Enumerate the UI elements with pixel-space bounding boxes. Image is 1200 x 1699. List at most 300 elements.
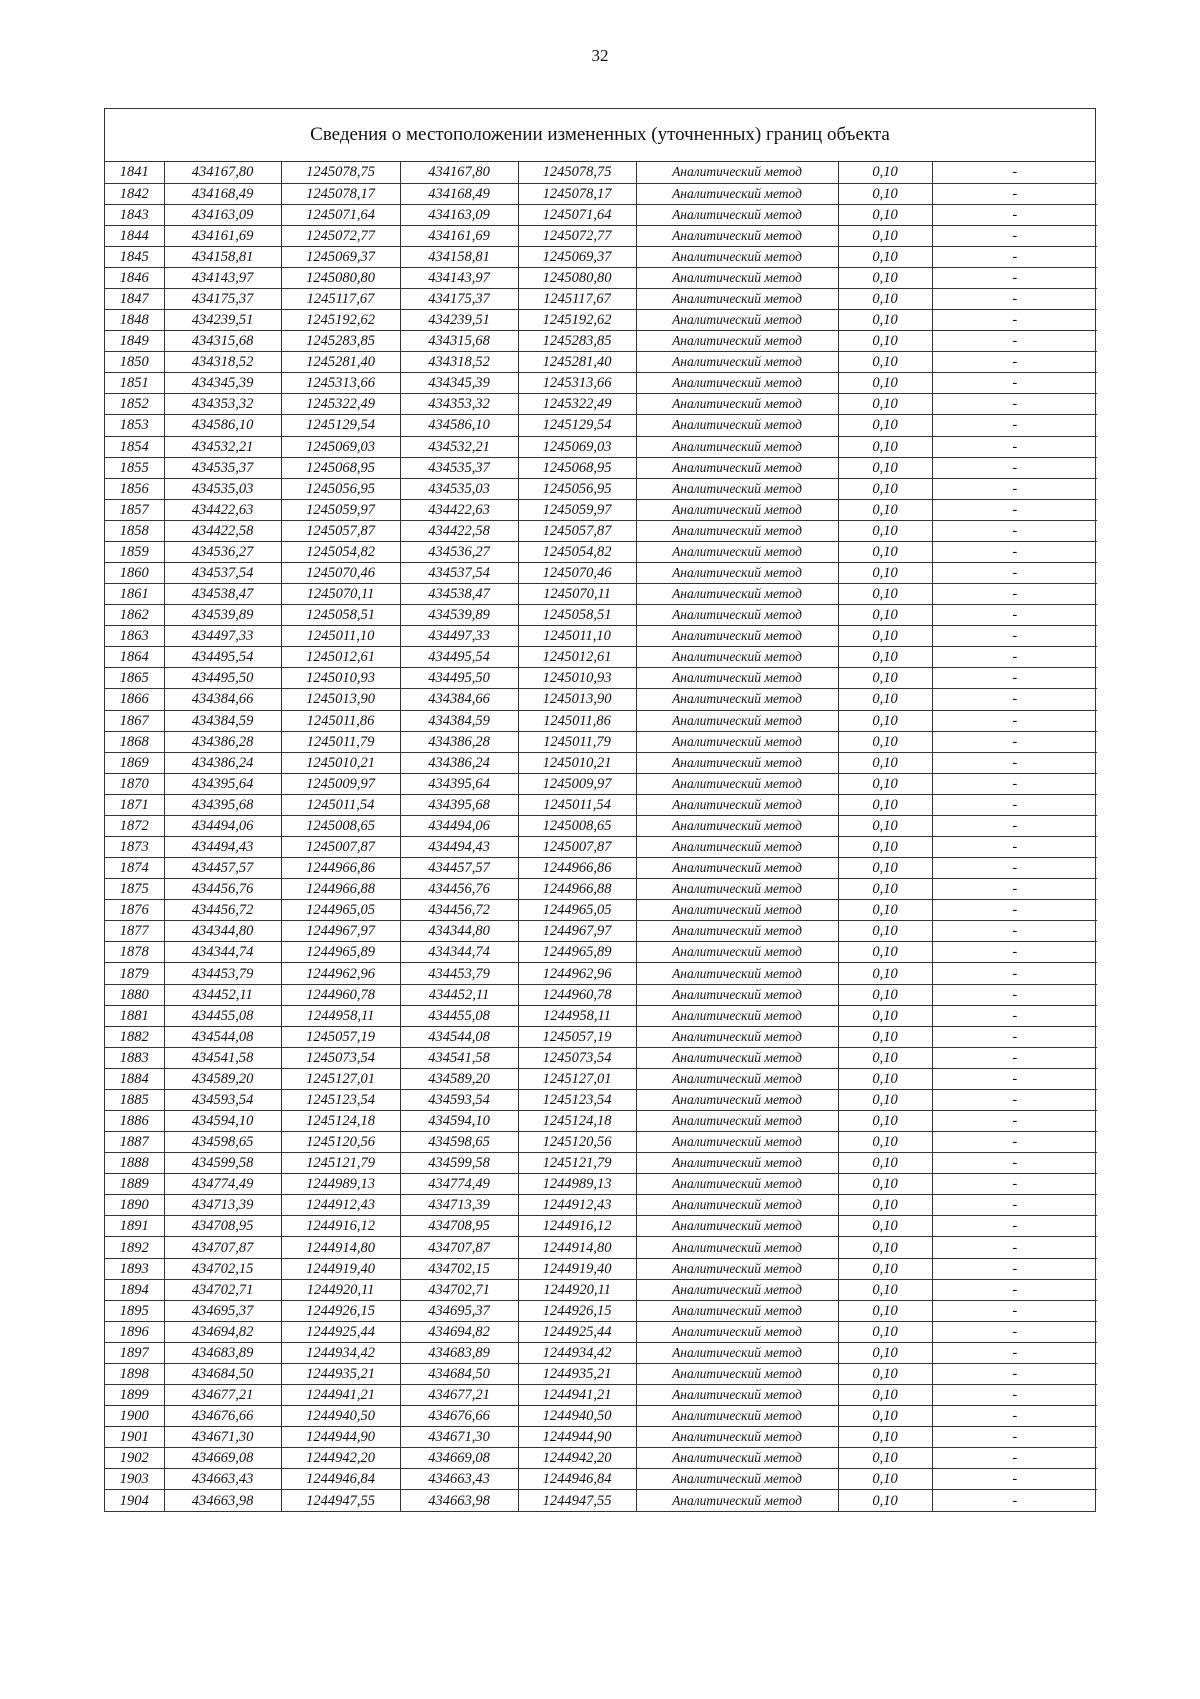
point-number-cell: 1860 xyxy=(105,562,164,583)
y-new-cell: 1245073,54 xyxy=(518,1047,636,1068)
method-cell: Аналитический метод xyxy=(636,605,838,626)
page-number: 32 xyxy=(591,46,609,65)
x-new-cell: 434671,30 xyxy=(400,1427,518,1448)
point-number-cell: 1842 xyxy=(105,183,164,204)
x-existing-cell: 434663,43 xyxy=(164,1469,281,1490)
x-existing-cell: 434536,27 xyxy=(164,541,281,562)
table-row xyxy=(105,1385,1097,1406)
y-new-cell: 1245281,40 xyxy=(518,352,636,373)
method-cell: Аналитический метод xyxy=(636,204,838,225)
y-existing-cell: 1245313,66 xyxy=(281,373,400,394)
precision-cell: 0,10 xyxy=(838,1005,932,1026)
description-cell: - xyxy=(932,773,1097,794)
table-row xyxy=(105,815,1097,836)
y-new-cell: 1244947,55 xyxy=(518,1490,636,1511)
table-row xyxy=(105,900,1097,921)
x-existing-cell: 434315,68 xyxy=(164,331,281,352)
method-cell: Аналитический метод xyxy=(636,1300,838,1321)
precision-cell: 0,10 xyxy=(838,499,932,520)
description-cell: - xyxy=(932,731,1097,752)
x-existing-cell: 434544,08 xyxy=(164,1026,281,1047)
y-new-cell: 1244920,11 xyxy=(518,1279,636,1300)
description-cell: - xyxy=(932,457,1097,478)
x-existing-cell: 434708,95 xyxy=(164,1216,281,1237)
y-existing-cell: 1245010,21 xyxy=(281,752,400,773)
table-row xyxy=(105,225,1097,246)
precision-cell: 0,10 xyxy=(838,647,932,668)
x-existing-cell: 434586,10 xyxy=(164,415,281,436)
table-row xyxy=(105,689,1097,710)
y-new-cell: 1244919,40 xyxy=(518,1258,636,1279)
point-number-cell: 1870 xyxy=(105,773,164,794)
y-new-cell: 1245057,19 xyxy=(518,1026,636,1047)
point-number-cell: 1872 xyxy=(105,815,164,836)
x-new-cell: 434143,97 xyxy=(400,267,518,288)
y-new-cell: 1245129,54 xyxy=(518,415,636,436)
table-row xyxy=(105,1132,1097,1153)
table-row xyxy=(105,373,1097,394)
method-cell: Аналитический метод xyxy=(636,457,838,478)
method-cell: Аналитический метод xyxy=(636,225,838,246)
x-new-cell: 434535,37 xyxy=(400,457,518,478)
x-new-cell: 434536,27 xyxy=(400,541,518,562)
y-new-cell: 1244935,21 xyxy=(518,1363,636,1384)
precision-cell: 0,10 xyxy=(838,1216,932,1237)
point-number-cell: 1885 xyxy=(105,1089,164,1110)
y-new-cell: 1245008,65 xyxy=(518,815,636,836)
description-cell: - xyxy=(932,921,1097,942)
table-row xyxy=(105,1111,1097,1132)
description-cell: - xyxy=(932,1153,1097,1174)
method-cell: Аналитический метод xyxy=(636,1258,838,1279)
x-new-cell: 434384,66 xyxy=(400,689,518,710)
method-cell: Аналитический метод xyxy=(636,647,838,668)
description-cell: - xyxy=(932,605,1097,626)
table-row xyxy=(105,1174,1097,1195)
description-cell: - xyxy=(932,520,1097,541)
description-cell: - xyxy=(932,794,1097,815)
x-existing-cell: 434456,76 xyxy=(164,879,281,900)
y-existing-cell: 1245121,79 xyxy=(281,1153,400,1174)
method-cell: Аналитический метод xyxy=(636,668,838,689)
precision-cell: 0,10 xyxy=(838,457,932,478)
point-number-cell: 1890 xyxy=(105,1195,164,1216)
precision-cell: 0,10 xyxy=(838,1342,932,1363)
description-cell: - xyxy=(932,1448,1097,1469)
x-new-cell: 434694,82 xyxy=(400,1321,518,1342)
y-new-cell: 1244965,05 xyxy=(518,900,636,921)
description-cell: - xyxy=(932,1363,1097,1384)
y-new-cell: 1245012,61 xyxy=(518,647,636,668)
point-number-cell: 1861 xyxy=(105,584,164,605)
y-new-cell: 1245127,01 xyxy=(518,1068,636,1089)
description-cell: - xyxy=(932,1216,1097,1237)
x-existing-cell: 434539,89 xyxy=(164,605,281,626)
y-existing-cell: 1245057,87 xyxy=(281,520,400,541)
y-new-cell: 1245056,95 xyxy=(518,478,636,499)
x-new-cell: 434702,71 xyxy=(400,1279,518,1300)
x-existing-cell: 434452,11 xyxy=(164,984,281,1005)
x-existing-cell: 434589,20 xyxy=(164,1068,281,1089)
y-new-cell: 1245070,46 xyxy=(518,562,636,583)
x-existing-cell: 434669,08 xyxy=(164,1448,281,1469)
description-cell: - xyxy=(932,541,1097,562)
point-number-cell: 1846 xyxy=(105,267,164,288)
y-existing-cell: 1244919,40 xyxy=(281,1258,400,1279)
precision-cell: 0,10 xyxy=(838,794,932,815)
table-row xyxy=(105,942,1097,963)
point-number-cell: 1896 xyxy=(105,1321,164,1342)
precision-cell: 0,10 xyxy=(838,1089,932,1110)
x-new-cell: 434452,11 xyxy=(400,984,518,1005)
point-number-cell: 1887 xyxy=(105,1132,164,1153)
description-cell: - xyxy=(932,1237,1097,1258)
description-cell: - xyxy=(932,288,1097,309)
x-new-cell: 434537,54 xyxy=(400,562,518,583)
precision-cell: 0,10 xyxy=(838,879,932,900)
y-new-cell: 1245070,11 xyxy=(518,584,636,605)
y-existing-cell: 1244942,20 xyxy=(281,1448,400,1469)
x-new-cell: 434395,68 xyxy=(400,794,518,815)
x-new-cell: 434168,49 xyxy=(400,183,518,204)
x-new-cell: 434532,21 xyxy=(400,436,518,457)
y-existing-cell: 1245070,11 xyxy=(281,584,400,605)
precision-cell: 0,10 xyxy=(838,1363,932,1384)
y-new-cell: 1245078,17 xyxy=(518,183,636,204)
y-new-cell: 1244914,80 xyxy=(518,1237,636,1258)
method-cell: Аналитический метод xyxy=(636,1406,838,1427)
point-number-cell: 1902 xyxy=(105,1448,164,1469)
precision-cell: 0,10 xyxy=(838,710,932,731)
y-existing-cell: 1245011,86 xyxy=(281,710,400,731)
y-existing-cell: 1245192,62 xyxy=(281,310,400,331)
point-number-cell: 1853 xyxy=(105,415,164,436)
point-number-cell: 1844 xyxy=(105,225,164,246)
method-cell: Аналитический метод xyxy=(636,352,838,373)
y-existing-cell: 1244944,90 xyxy=(281,1427,400,1448)
x-new-cell: 434713,39 xyxy=(400,1195,518,1216)
precision-cell: 0,10 xyxy=(838,1385,932,1406)
y-new-cell: 1245013,90 xyxy=(518,689,636,710)
x-new-cell: 434163,09 xyxy=(400,204,518,225)
description-cell: - xyxy=(932,310,1097,331)
table-row xyxy=(105,647,1097,668)
precision-cell: 0,10 xyxy=(838,310,932,331)
point-number-cell: 1884 xyxy=(105,1068,164,1089)
x-new-cell: 434239,51 xyxy=(400,310,518,331)
precision-cell: 0,10 xyxy=(838,626,932,647)
table-row xyxy=(105,1237,1097,1258)
table-row xyxy=(105,183,1097,204)
point-number-cell: 1858 xyxy=(105,520,164,541)
description-cell: - xyxy=(932,984,1097,1005)
x-existing-cell: 434239,51 xyxy=(164,310,281,331)
point-number-cell: 1876 xyxy=(105,900,164,921)
description-cell: - xyxy=(932,1026,1097,1047)
table-row xyxy=(105,837,1097,858)
precision-cell: 0,10 xyxy=(838,605,932,626)
description-cell: - xyxy=(932,858,1097,879)
method-cell: Аналитический метод xyxy=(636,921,838,942)
y-new-cell: 1244946,84 xyxy=(518,1469,636,1490)
x-existing-cell: 434143,97 xyxy=(164,267,281,288)
table-row xyxy=(105,162,1097,183)
y-new-cell: 1245010,21 xyxy=(518,752,636,773)
description-cell: - xyxy=(932,204,1097,225)
y-existing-cell: 1244966,86 xyxy=(281,858,400,879)
method-cell: Аналитический метод xyxy=(636,963,838,984)
x-new-cell: 434774,49 xyxy=(400,1174,518,1195)
description-cell: - xyxy=(932,331,1097,352)
table-row xyxy=(105,1321,1097,1342)
point-number-cell: 1891 xyxy=(105,1216,164,1237)
precision-cell: 0,10 xyxy=(838,858,932,879)
description-cell: - xyxy=(932,394,1097,415)
point-number-cell: 1841 xyxy=(105,162,164,183)
y-new-cell: 1245009,97 xyxy=(518,773,636,794)
y-existing-cell: 1244960,78 xyxy=(281,984,400,1005)
description-cell: - xyxy=(932,183,1097,204)
point-number-cell: 1869 xyxy=(105,752,164,773)
method-cell: Аналитический метод xyxy=(636,562,838,583)
description-cell: - xyxy=(932,1490,1097,1511)
table-row xyxy=(105,963,1097,984)
point-number-cell: 1859 xyxy=(105,541,164,562)
method-cell: Аналитический метод xyxy=(636,246,838,267)
y-new-cell: 1245058,51 xyxy=(518,605,636,626)
y-new-cell: 1245011,79 xyxy=(518,731,636,752)
y-existing-cell: 1245056,95 xyxy=(281,478,400,499)
y-existing-cell: 1244965,89 xyxy=(281,942,400,963)
y-new-cell: 1244958,11 xyxy=(518,1005,636,1026)
x-new-cell: 434497,33 xyxy=(400,626,518,647)
x-new-cell: 434167,80 xyxy=(400,162,518,183)
x-new-cell: 434455,08 xyxy=(400,1005,518,1026)
y-new-cell: 1244944,90 xyxy=(518,1427,636,1448)
table-row xyxy=(105,858,1097,879)
table-row xyxy=(105,1005,1097,1026)
x-existing-cell: 434593,54 xyxy=(164,1089,281,1110)
y-new-cell: 1245007,87 xyxy=(518,837,636,858)
y-existing-cell: 1245078,75 xyxy=(281,162,400,183)
y-existing-cell: 1245009,97 xyxy=(281,773,400,794)
precision-cell: 0,10 xyxy=(838,183,932,204)
y-existing-cell: 1244914,80 xyxy=(281,1237,400,1258)
precision-cell: 0,10 xyxy=(838,204,932,225)
x-existing-cell: 434344,80 xyxy=(164,921,281,942)
description-cell: - xyxy=(932,1300,1097,1321)
method-cell: Аналитический метод xyxy=(636,879,838,900)
method-cell: Аналитический метод xyxy=(636,584,838,605)
precision-cell: 0,10 xyxy=(838,520,932,541)
method-cell: Аналитический метод xyxy=(636,310,838,331)
x-existing-cell: 434676,66 xyxy=(164,1406,281,1427)
x-new-cell: 434386,28 xyxy=(400,731,518,752)
x-new-cell: 434676,66 xyxy=(400,1406,518,1427)
point-number-cell: 1857 xyxy=(105,499,164,520)
precision-cell: 0,10 xyxy=(838,1026,932,1047)
x-new-cell: 434158,81 xyxy=(400,246,518,267)
point-number-cell: 1868 xyxy=(105,731,164,752)
x-new-cell: 434593,54 xyxy=(400,1089,518,1110)
method-cell: Аналитический метод xyxy=(636,478,838,499)
precision-cell: 0,10 xyxy=(838,837,932,858)
y-existing-cell: 1245008,65 xyxy=(281,815,400,836)
y-new-cell: 1245069,03 xyxy=(518,436,636,457)
x-new-cell: 434663,98 xyxy=(400,1490,518,1511)
precision-cell: 0,10 xyxy=(838,921,932,942)
precision-cell: 0,10 xyxy=(838,415,932,436)
y-existing-cell: 1244935,21 xyxy=(281,1363,400,1384)
description-cell: - xyxy=(932,1089,1097,1110)
y-existing-cell: 1244920,11 xyxy=(281,1279,400,1300)
y-new-cell: 1245283,85 xyxy=(518,331,636,352)
method-cell: Аналитический метод xyxy=(636,162,838,183)
precision-cell: 0,10 xyxy=(838,1279,932,1300)
table-row xyxy=(105,541,1097,562)
y-new-cell: 1245011,54 xyxy=(518,794,636,815)
point-number-cell: 1874 xyxy=(105,858,164,879)
x-existing-cell: 434707,87 xyxy=(164,1237,281,1258)
method-cell: Аналитический метод xyxy=(636,858,838,879)
x-existing-cell: 434702,15 xyxy=(164,1258,281,1279)
y-existing-cell: 1245072,77 xyxy=(281,225,400,246)
x-existing-cell: 434695,37 xyxy=(164,1300,281,1321)
description-cell: - xyxy=(932,689,1097,710)
precision-cell: 0,10 xyxy=(838,963,932,984)
method-cell: Аналитический метод xyxy=(636,1342,838,1363)
y-new-cell: 1245071,64 xyxy=(518,204,636,225)
description-cell: - xyxy=(932,1195,1097,1216)
table-row xyxy=(105,1300,1097,1321)
method-cell: Аналитический метод xyxy=(636,415,838,436)
y-new-cell: 1245011,10 xyxy=(518,626,636,647)
method-cell: Аналитический метод xyxy=(636,373,838,394)
y-new-cell: 1245010,93 xyxy=(518,668,636,689)
x-existing-cell: 434594,10 xyxy=(164,1111,281,1132)
x-new-cell: 434539,89 xyxy=(400,605,518,626)
table-row xyxy=(105,1363,1097,1384)
table-row xyxy=(105,394,1097,415)
y-existing-cell: 1244989,13 xyxy=(281,1174,400,1195)
table-row xyxy=(105,352,1097,373)
precision-cell: 0,10 xyxy=(838,541,932,562)
y-new-cell: 1245057,87 xyxy=(518,520,636,541)
point-number-cell: 1899 xyxy=(105,1385,164,1406)
method-cell: Аналитический метод xyxy=(636,1363,838,1384)
method-cell: Аналитический метод xyxy=(636,331,838,352)
precision-cell: 0,10 xyxy=(838,1490,932,1511)
x-new-cell: 434456,76 xyxy=(400,879,518,900)
y-new-cell: 1244940,50 xyxy=(518,1406,636,1427)
description-cell: - xyxy=(932,1385,1097,1406)
description-cell: - xyxy=(932,752,1097,773)
table-row xyxy=(105,288,1097,309)
precision-cell: 0,10 xyxy=(838,436,932,457)
precision-cell: 0,10 xyxy=(838,1448,932,1469)
y-new-cell: 1245117,67 xyxy=(518,288,636,309)
precision-cell: 0,10 xyxy=(838,288,932,309)
table-row xyxy=(105,1279,1097,1300)
y-new-cell: 1244942,20 xyxy=(518,1448,636,1469)
x-existing-cell: 434453,79 xyxy=(164,963,281,984)
table-row xyxy=(105,1089,1097,1110)
x-existing-cell: 434702,71 xyxy=(164,1279,281,1300)
table-row xyxy=(105,1068,1097,1089)
table-row xyxy=(105,204,1097,225)
table-row xyxy=(105,1448,1097,1469)
precision-cell: 0,10 xyxy=(838,246,932,267)
x-new-cell: 434453,79 xyxy=(400,963,518,984)
y-new-cell: 1244967,97 xyxy=(518,921,636,942)
x-existing-cell: 434537,54 xyxy=(164,562,281,583)
description-cell: - xyxy=(932,837,1097,858)
y-new-cell: 1244926,15 xyxy=(518,1300,636,1321)
method-cell: Аналитический метод xyxy=(636,183,838,204)
y-new-cell: 1244965,89 xyxy=(518,942,636,963)
y-new-cell: 1245078,75 xyxy=(518,162,636,183)
x-new-cell: 434544,08 xyxy=(400,1026,518,1047)
method-cell: Аналитический метод xyxy=(636,626,838,647)
table-row xyxy=(105,415,1097,436)
method-cell: Аналитический метод xyxy=(636,1216,838,1237)
table-row xyxy=(105,1342,1097,1363)
point-number-cell: 1865 xyxy=(105,668,164,689)
point-number-cell: 1901 xyxy=(105,1427,164,1448)
method-cell: Аналитический метод xyxy=(636,731,838,752)
x-existing-cell: 434395,64 xyxy=(164,773,281,794)
x-new-cell: 434456,72 xyxy=(400,900,518,921)
x-existing-cell: 434163,09 xyxy=(164,204,281,225)
x-existing-cell: 434713,39 xyxy=(164,1195,281,1216)
x-existing-cell: 434175,37 xyxy=(164,288,281,309)
precision-cell: 0,10 xyxy=(838,162,932,183)
precision-cell: 0,10 xyxy=(838,1195,932,1216)
y-new-cell: 1244912,43 xyxy=(518,1195,636,1216)
x-new-cell: 434318,52 xyxy=(400,352,518,373)
x-existing-cell: 434318,52 xyxy=(164,352,281,373)
y-new-cell: 1245054,82 xyxy=(518,541,636,562)
method-cell: Аналитический метод xyxy=(636,900,838,921)
description-cell: - xyxy=(932,1406,1097,1427)
x-existing-cell: 434386,24 xyxy=(164,752,281,773)
point-number-cell: 1871 xyxy=(105,794,164,815)
point-number-cell: 1892 xyxy=(105,1237,164,1258)
precision-cell: 0,10 xyxy=(838,1469,932,1490)
y-existing-cell: 1244934,42 xyxy=(281,1342,400,1363)
point-number-cell: 1848 xyxy=(105,310,164,331)
description-cell: - xyxy=(932,1427,1097,1448)
precision-cell: 0,10 xyxy=(838,773,932,794)
precision-cell: 0,10 xyxy=(838,1427,932,1448)
y-existing-cell: 1245123,54 xyxy=(281,1089,400,1110)
x-existing-cell: 434457,57 xyxy=(164,858,281,879)
x-existing-cell: 434494,06 xyxy=(164,815,281,836)
table-row xyxy=(105,668,1097,689)
description-cell: - xyxy=(932,267,1097,288)
table-row xyxy=(105,499,1097,520)
description-cell: - xyxy=(932,1469,1097,1490)
x-existing-cell: 434495,50 xyxy=(164,668,281,689)
method-cell: Аналитический метод xyxy=(636,541,838,562)
table-row xyxy=(105,562,1097,583)
x-existing-cell: 434774,49 xyxy=(164,1174,281,1195)
table-row xyxy=(105,731,1097,752)
y-existing-cell: 1244912,43 xyxy=(281,1195,400,1216)
y-new-cell: 1245011,86 xyxy=(518,710,636,731)
table-title: Сведения о местоположении измененных (уточненных) границ объекта xyxy=(105,109,1095,162)
method-cell: Аналитический метод xyxy=(636,1279,838,1300)
